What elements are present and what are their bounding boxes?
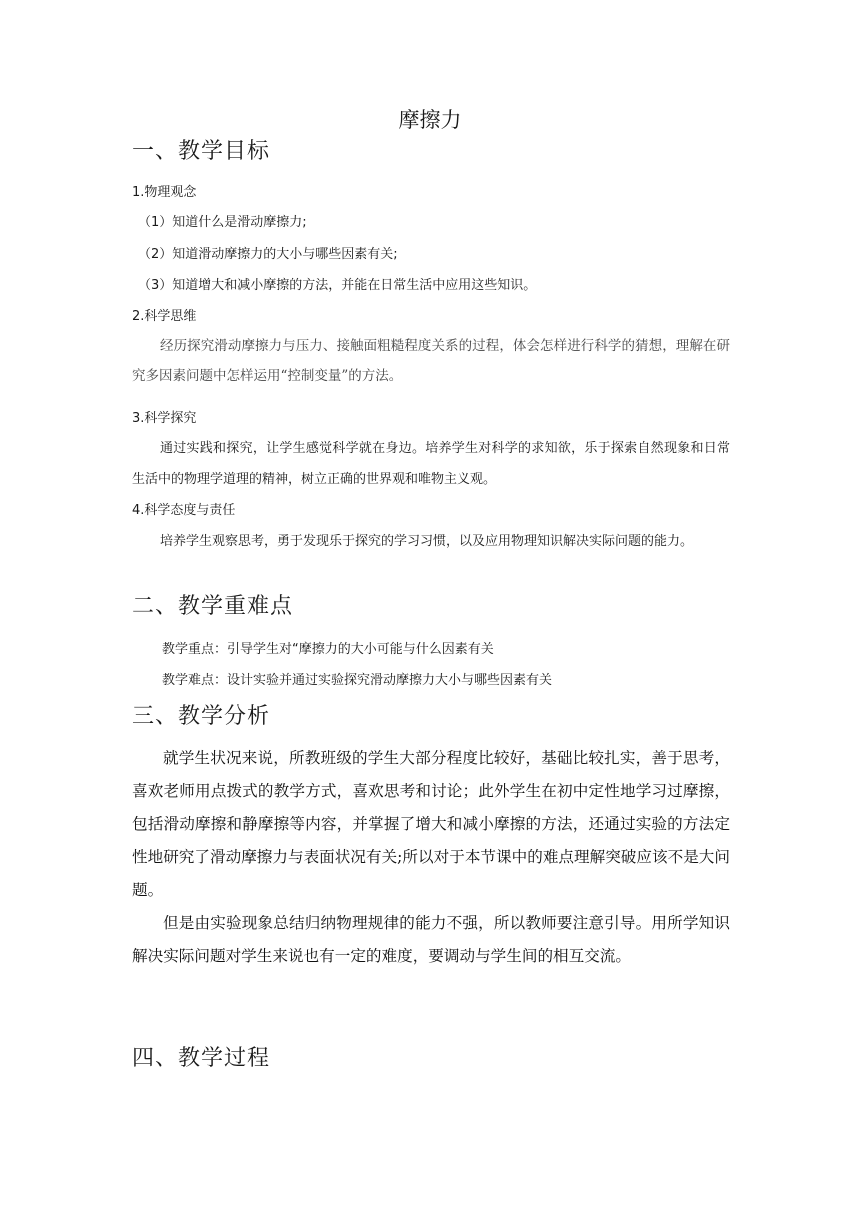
paragraph-scientific-thinking: 经历探究滑动摩擦力与压力、接触面粗糙程度关系的过程，体会怎样进行科学的猜想，理解在研究多因素问题中怎样运用“控制变量”的方法。 (132, 338, 730, 384)
paragraph-analysis-1: 就学生状况来说，所教班级的学生大部分程度比较好，基础比较扎实，善于思考，喜欢老师用点拨式的教学方式，喜欢思考和讨论；此外学生在初中定性地学习过摩擦，包括滑动摩擦和静摩擦等内容，并掌握了增大和减小摩擦的方法，还通过实验的方法定性地研究了滑动摩擦力与表面状况有关;所以对于本节课中的难点理解突破应该不是大问题。 (132, 749, 730, 899)
difficult-point-text: 教学难点：设计实验并通过实验探究滑动摩擦力大小与哪些因素有关 (162, 673, 553, 688)
section-heading-objectives: 一、教学目标 (132, 139, 271, 164)
paragraph-analysis-2: 但是由实验现象总结归纳物理规律的能力不强，所以教师要注意引导。用所学知识解决实际问题对学生来说也有一定的难度，要调动与学生间的相互交流。 (132, 914, 730, 965)
subheading-scientific-inquiry: 3.科学探究 (132, 411, 197, 426)
subheading-attitude: 4.科学态度与责任 (132, 503, 236, 518)
list-item: （1）知道什么是滑动摩擦力; (138, 215, 307, 230)
paragraph-attitude: 培养学生观察思考，勇于发现乐于探究的学习习惯，以及应用物理知识解决实际问题的能力。 (160, 534, 694, 549)
document-title: 摩擦力 (398, 108, 462, 132)
list-item: （3）知道增大和减小摩擦的方法，并能在日常生活中应用这些知识。 (138, 278, 537, 293)
paragraph-scientific-inquiry: 通过实践和探究，让学生感觉科学就在身边。培养学生对科学的求知欲，乐于探索自然现象和日常生活中的物理学道理的精神，树立正确的世界观和唯物主义观。 (132, 441, 730, 487)
section-heading-key-points: 二、教学重难点 (132, 594, 294, 619)
subheading-scientific-thinking: 2.科学思维 (132, 309, 197, 324)
list-item: （2）知道滑动摩擦力的大小与哪些因素有关; (138, 247, 398, 262)
key-point-text: 教学重点：引导学生对“摩擦力的大小可能与什么因素有关 (162, 642, 494, 657)
subheading-physics-concept: 1.物理观念 (132, 185, 197, 200)
section-heading-process: 四、教学过程 (132, 1046, 271, 1071)
section-heading-analysis: 三、教学分析 (132, 704, 271, 729)
